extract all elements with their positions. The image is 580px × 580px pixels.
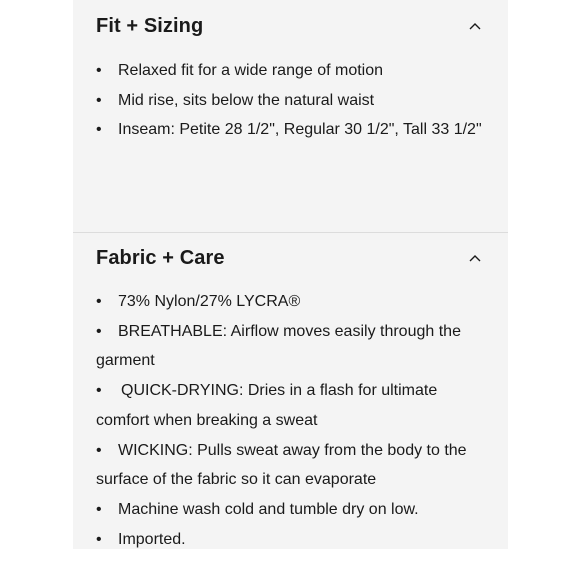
bullet: • [96,62,102,79]
bullet: • [96,530,102,548]
bullet: • [96,441,102,459]
list-item [96,376,482,435]
list-item-text: Machine wash cold and tumble dry on low. [118,500,419,518]
fit-sizing-list [96,56,482,145]
chevron-up-icon[interactable] [468,251,482,265]
bullet: • [96,382,102,400]
bullet: • [96,500,102,518]
fabric-care-title: Fabric + Care [96,246,225,269]
list-item [96,525,482,555]
list-item-text: Inseam: Petite 28 1/2", Regular 30 1/2", Tall 33 1/2" [118,121,482,139]
fit-sizing-title: Fit + Sizing [96,14,204,37]
list-item-text: QUICK-DRYING: Dries in a flash for ultimate comfort when breaking a sweat [96,382,438,429]
product-details-panel [73,0,508,549]
chevron-up-icon[interactable] [468,19,482,33]
list-item [96,317,482,376]
bullet: • [96,322,102,340]
list-item-text: WICKING: Pulls sweat away from the body to the surface of the fabric so it can evaporate [96,441,467,489]
fit-sizing-section [73,0,508,232]
fabric-care-list [96,287,482,554]
list-item [96,115,482,145]
list-item [96,495,482,525]
bullet: • [96,91,102,109]
list-item [96,287,482,317]
list-item [96,436,482,495]
list-item-text: 73% Nylon/27% LYCRA® [118,293,301,310]
fabric-care-section [73,232,508,549]
bullet: • [96,121,102,139]
list-item-text: Mid rise, sits below the natural waist [118,91,375,109]
list-item [96,86,482,116]
list-item-text: BREATHABLE: Airflow moves easily through the garment [96,322,461,370]
bullet: • [96,293,102,310]
list-item [96,56,482,86]
list-item-text: Imported. [118,530,186,548]
list-item-text: Relaxed fit for a wide range of motion [118,62,384,79]
fabric-care-header[interactable] [96,245,482,271]
fit-sizing-header[interactable] [96,13,482,39]
